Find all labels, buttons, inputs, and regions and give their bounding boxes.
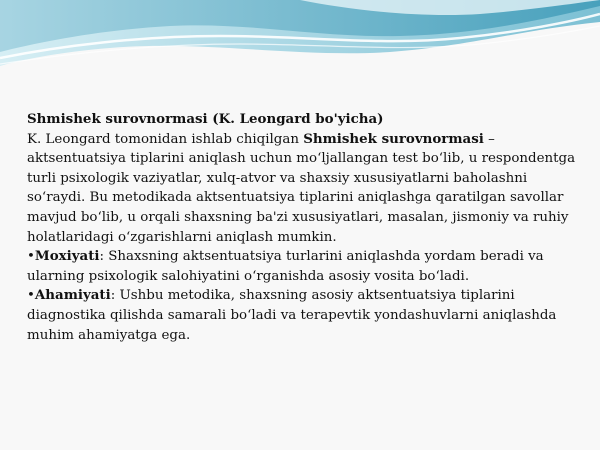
- ahamiyati-label: Ahamiyati: [34, 287, 111, 304]
- intro-line-3: turli psixologik vaziyatlar, xulq-atvor va shaxsiy xususiyatlarni baholashni: [27, 170, 528, 186]
- bullet: •: [27, 288, 35, 304]
- intro-line-2: aktsentuatsiya tiplarini aniqlash uchun moʻljallangan test boʻlib, u respondentga: [27, 151, 576, 167]
- intro-line-1: [27, 130, 575, 150]
- ahamiyati-line-3: muhim ahamiyatga ega.: [27, 327, 191, 343]
- wave-header-decoration: [0, 0, 600, 80]
- moxiyati-label: Moxiyati: [34, 248, 100, 265]
- intro-text: K. Leongard tomonidan ishlab chiqilgan: [27, 131, 304, 147]
- bullet: •: [27, 249, 35, 265]
- intro-line-4: soʻraydi. Bu metodikada aktsentuatsiya tiplarini aniqlashga qaratilgan savollar: [27, 190, 564, 206]
- intro-dash: –: [483, 131, 495, 147]
- slide-content: [27, 110, 575, 345]
- moxiyati-line-1: [27, 247, 575, 267]
- slide-title: Shmishek surovnormasi (K. Leongard bo'yicha): [27, 111, 384, 127]
- intro-bold-term: Shmishek surovnormasi: [303, 130, 484, 147]
- ahamiyati-text: : Ushbu metodika, shaxsning asosiy aktsentuatsiya tiplarini: [110, 288, 515, 304]
- ahamiyati-line-1: [27, 286, 575, 306]
- moxiyati-line-2: ularning psixologik salohiyatini oʻrganishda asosiy vosita boʻladi.: [27, 268, 470, 284]
- ahamiyati-line-2: diagnostika qilishda samarali boʻladi va terapevtik yondashuvlarni aniqlashda: [27, 307, 557, 323]
- intro-line-6: holatlaridagi oʻzgarishlarni aniqlash mumkin.: [27, 229, 337, 245]
- intro-line-5: mavjud boʻlib, u orqali shaxsning ba'zi xususiyatlari, masalan, jismoniy va ruhiy: [27, 209, 569, 225]
- moxiyati-text: : Shaxsning aktsentuatsiya turlarini aniqlashda yordam beradi va: [99, 249, 544, 265]
